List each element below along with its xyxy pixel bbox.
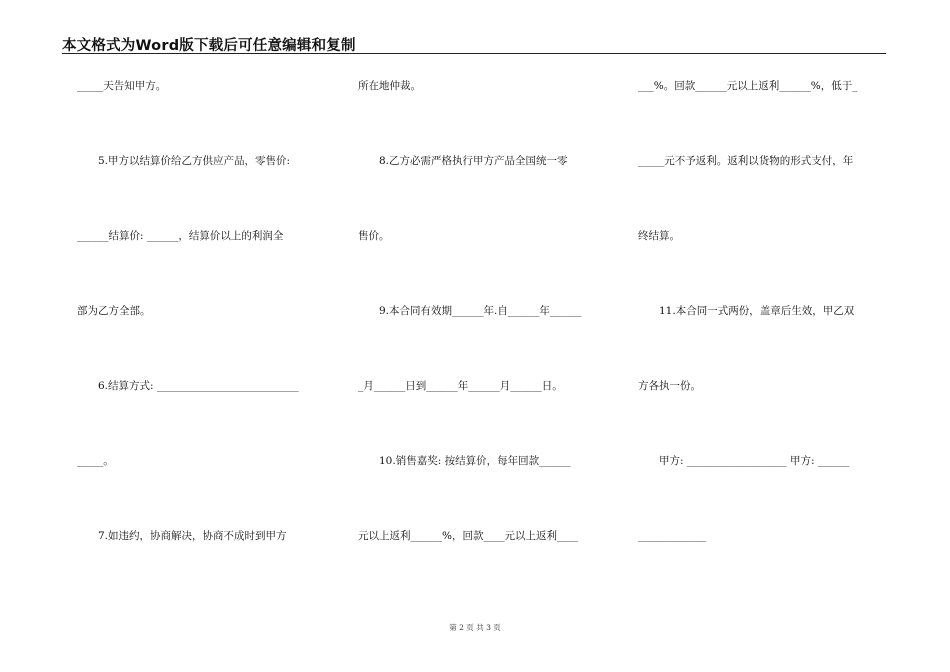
text-line: _月______日到______年______月______日。 [358,380,563,392]
text-line: ______结算价: ______，结算价以上的利润全 [77,230,284,242]
text-line: 8.乙方必需严格执行甲方产品全国统一零 [358,155,568,167]
text-line: 6.结算方式: ___________________________ [77,380,299,392]
text-line: 10.销售嘉奖: 按结算价，每年回款______ [358,455,571,467]
text-line: 9.本合同有效期______年.自______年______ [358,305,582,317]
text-line: 方各执一份。 [638,380,701,392]
text-line: 所在地仲裁。 [358,80,421,92]
text-line: 元以上返利______%，回款____元以上返利____ [358,530,578,542]
text-line: ___%。回款______元以上返利______%，低于_ [638,80,858,92]
text-line: 售价。 [358,230,390,242]
text-line: 11.本合同一式两份，盖章后生效，甲乙双 [638,305,855,317]
text-line: 5.甲方以结算价给乙方供应产品，零售价: [77,155,291,167]
text-column-3 [638,0,886,672]
text-line: 部为乙方全部。 [77,305,151,317]
text-column-2 [358,0,605,672]
text-line: 终结算。 [638,230,680,242]
document-header-title: 本文格式为Word版下载后可任意编辑和复制 [62,38,356,54]
text-line: 7.如违约，协商解决，协商不成时到甲方 [77,530,287,542]
text-line: _____元不予返利。返利以货物的形式支付，年 [638,155,854,167]
text-line: 甲方: ___________________ 甲方: ______ [638,455,850,467]
text-line: _____天告知甲方。 [77,80,167,92]
text-line: _____________ [638,530,707,542]
page-number-footer: 第 2 页 共 3 页 [449,623,501,632]
text-column-1 [77,0,322,672]
text-line: _____。 [77,455,114,467]
